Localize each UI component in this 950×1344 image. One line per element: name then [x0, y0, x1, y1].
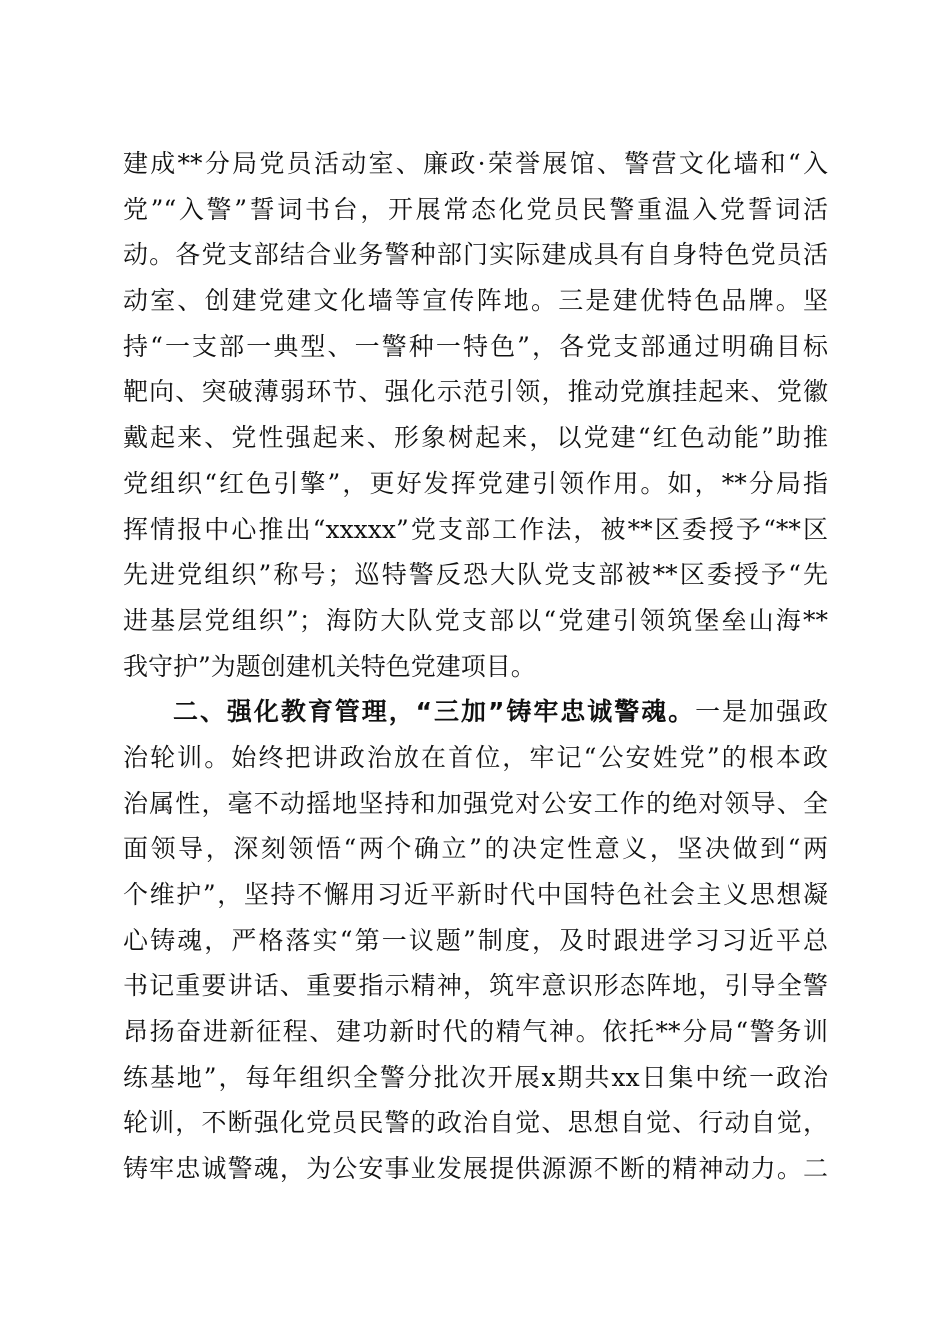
- document-body: [123, 141, 828, 1192]
- paragraph-2-first-line: [123, 689, 828, 735]
- paragraph-1-line: 持“一支部一典型、一警种一特色”，各党支部通过明确目标: [123, 331, 828, 361]
- paragraph-1-line: 动室、创建党建文化墙等宣传阵地。三是建优特色品牌。坚: [123, 286, 828, 316]
- paragraph-2-line: 治属性，毫不动摇地坚持和加强党对公安工作的绝对领导、全: [123, 788, 828, 818]
- section-heading: 二、强化教育管理，“三加”铸牢忠诚警魂。: [173, 697, 696, 727]
- paragraph-1-line: 靶向、突破薄弱环节、强化示范引领，推动党旗挂起来、党徽: [123, 377, 828, 407]
- paragraph-1-line: 进基层党组织”；海防大队党支部以“党建引领筑堡垒山海**: [123, 605, 828, 635]
- paragraph-2-line: 心铸魂，严格落实“第一议题”制度，及时跟进学习习近平总: [123, 925, 828, 955]
- paragraph-2-line: 铸牢忠诚警魂，为公安事业发展提供源源不断的精神动力。二: [123, 1154, 828, 1184]
- paragraph-1-line: 先进党组织”称号；巡特警反恐大队党支部被**区委授予“先: [123, 560, 828, 590]
- paragraph-2-line: 面领导，深刻领悟“两个确立”的决定性意义，坚决做到“两: [123, 834, 828, 864]
- paragraph-2-line: 练基地”，每年组织全警分批次开展x期共xx日集中统一政治: [123, 1062, 828, 1092]
- paragraph-2-first-line-text: 一是加强政: [695, 697, 828, 727]
- paragraph-1-line: 动。各党支部结合业务警种部门实际建成具有自身特色党员活: [123, 240, 828, 270]
- paragraph-1-last-line: 我守护”为题创建机关特色党建项目。: [123, 651, 536, 681]
- paragraph-1-line: 戴起来、党性强起来、形象树起来，以党建“红色动能”助推: [123, 423, 828, 453]
- paragraph-2-line: 个维护”，坚持不懈用习近平新时代中国特色社会主义思想凝: [123, 880, 828, 909]
- paragraph-1-line: 建成**分局党员活动室、廉政·荣誉展馆、警营文化墙和“入: [123, 149, 828, 178]
- paragraph-2-line: 治轮训。始终把讲政治放在首位，牢记“公安姓党”的根本政: [123, 742, 828, 772]
- paragraph-1-line: 党组织“红色引擎”，更好发挥党建引领作用。如，**分局指: [123, 468, 828, 498]
- paragraph-1-line: 挥情报中心推出“xxxxx”党支部工作法，被**区委授予“**区: [123, 514, 828, 544]
- paragraph-2-line: 轮训，不断强化党员民警的政治自觉、思想自觉、行动自觉，: [123, 1108, 828, 1138]
- paragraph-2-line: 昂扬奋进新征程、建功新时代的精气神。依托**分局“警务训: [123, 1017, 828, 1047]
- paragraph-1-line: 党”“入警”誓词书台，开展常态化党员民警重温入党誓词活: [123, 194, 828, 224]
- paragraph-2-line: 书记重要讲话、重要指示精神，筑牢意识形态阵地，引导全警: [123, 971, 828, 1001]
